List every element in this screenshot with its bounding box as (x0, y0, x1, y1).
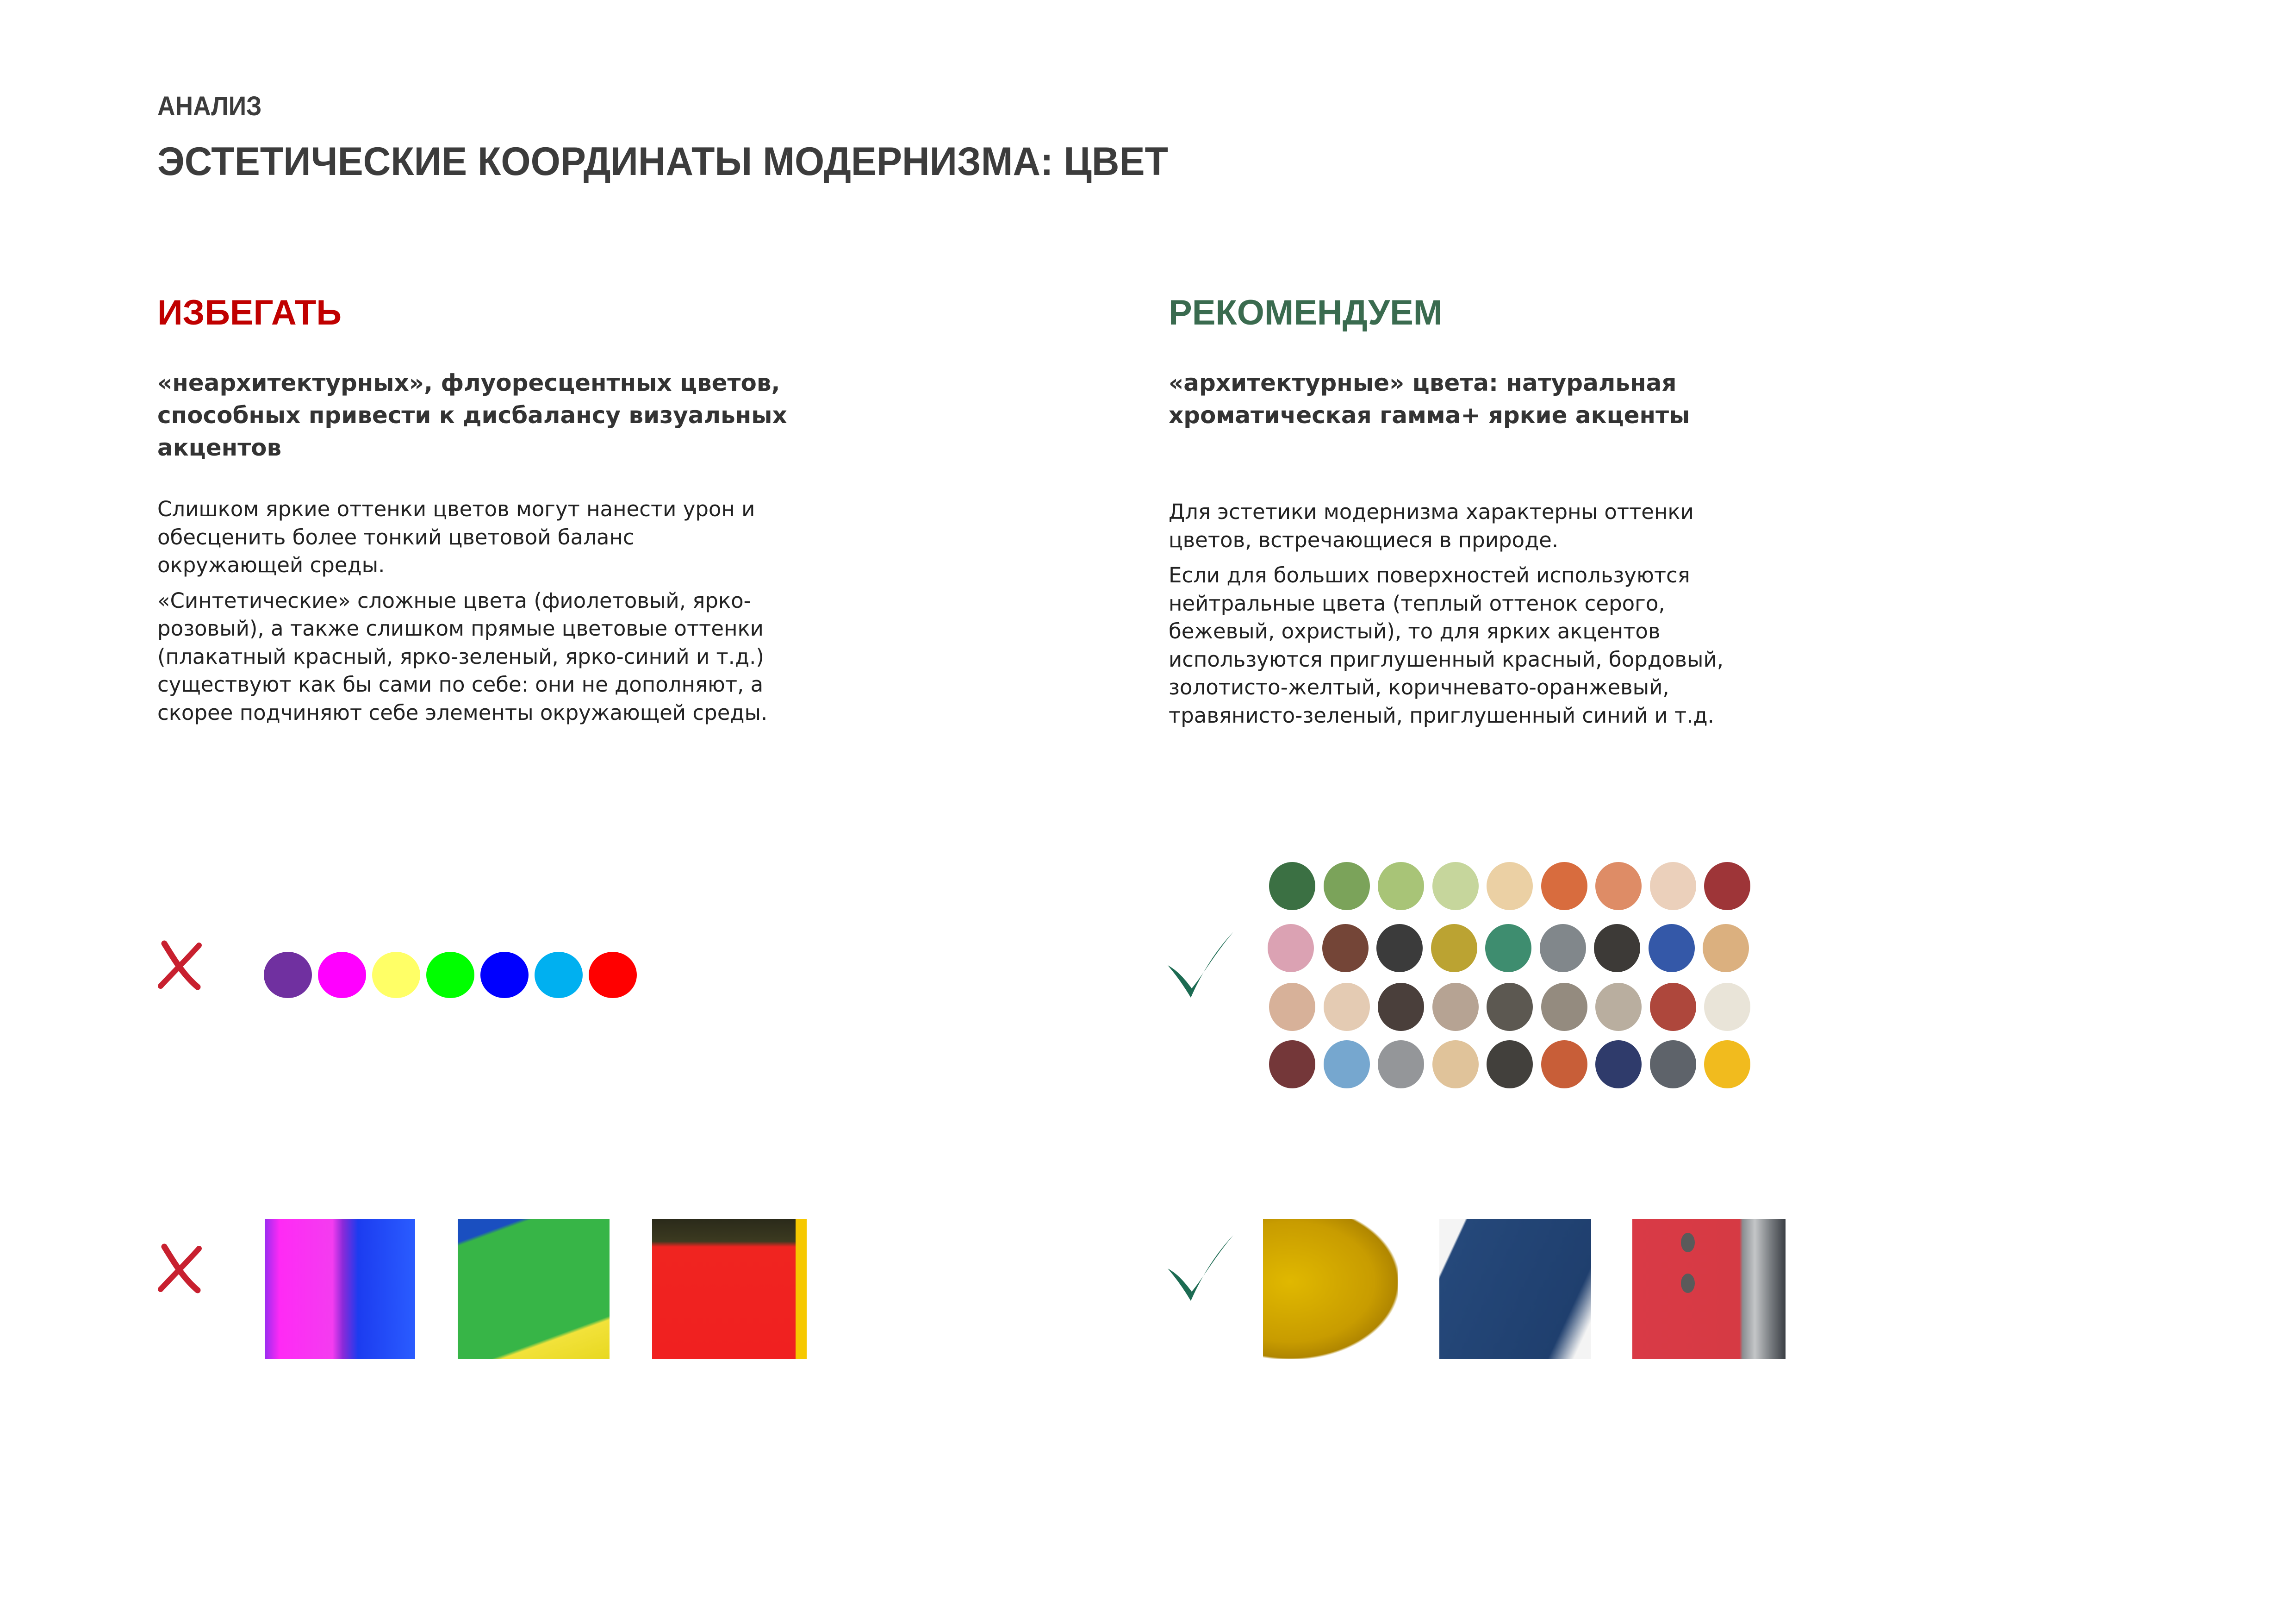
avoid-color-swatch (372, 952, 420, 998)
recommend-body (1169, 498, 1793, 737)
cross-icon (155, 940, 206, 991)
check-icon (1164, 1231, 1238, 1305)
avoid-color-swatch (426, 952, 474, 998)
section-kicker: АНАЛИЗ (157, 91, 262, 121)
recommend-color-swatch (1269, 983, 1315, 1031)
recommend-color-swatch (1487, 983, 1533, 1031)
recommend-color-swatch (1487, 862, 1533, 910)
recommend-paragraph: Если для больших поверхностей используются нейтральные цвета (теплый оттенок серого, бежевый, охристый), то для ярких акцентов используются приглушенный красный, бордовый, золотисто-желтый, коричневато-оранжевый, травянисто-зеленый, приглушенный синий и т.д. (1169, 563, 1724, 728)
recommend-color-swatch (1324, 862, 1370, 910)
recommend-color-swatch (1595, 983, 1642, 1031)
recommend-color-swatch (1324, 1040, 1370, 1088)
avoid-paragraph: Слишком яркие оттенки цветов могут нанести урон и обесценить более тонкий цветовой баланс окружающей среды. (157, 497, 755, 577)
cross-icon (155, 1243, 206, 1294)
recommend-color-swatch (1378, 983, 1424, 1031)
recommend-color-swatch (1269, 1040, 1315, 1088)
recommend-color-swatch (1649, 924, 1695, 972)
avoid-paragraph: «Синтетические» сложные цвета (фиолетовый, ярко-розовый), а также слишком прямые цветовые оттенки (плакатный красный, ярко-зеленый, ярко-синий и т.д.) существуют как бы сами по себе: они не дополняют, а скорее подчиняют себе элементы окружающей среды. (157, 588, 768, 725)
recommend-color-swatch (1703, 924, 1749, 972)
recommend-color-swatch (1432, 1040, 1479, 1088)
recommend-color-swatch (1650, 1040, 1696, 1088)
recommend-color-swatch (1704, 862, 1750, 910)
avoid-color-swatch (535, 952, 583, 998)
page-title: ЭСТЕТИЧЕСКИЕ КООРДИНАТЫ МОДЕРНИЗМА: ЦВЕТ (157, 139, 1168, 184)
photo-yellow-plastic-bowl (1263, 1219, 1398, 1359)
avoid-color-swatch (318, 952, 366, 998)
recommend-color-swatch (1487, 1040, 1533, 1088)
avoid-lead: «неархитектурных», флуоресцентных цветов, способных привести к дисбалансу визуальных акцентов (157, 369, 787, 461)
avoid-color-swatch (264, 952, 312, 998)
recommend-color-swatch (1376, 924, 1423, 972)
check-icon (1164, 928, 1238, 1002)
recommend-color-swatch (1324, 983, 1370, 1031)
recommend-color-swatch (1650, 862, 1696, 910)
recommend-color-swatch (1594, 924, 1640, 972)
recommend-color-swatch (1269, 862, 1315, 910)
recommend-paragraph: Для эстетики модернизма характерны оттенки цветов, встречающиеся в природе. (1169, 500, 1694, 552)
recommend-color-swatch (1485, 924, 1531, 972)
photo-red-yellow-panel (652, 1219, 807, 1359)
avoid-color-swatch (589, 952, 637, 998)
recommend-color-swatch (1431, 924, 1477, 972)
recommend-color-swatch (1704, 1040, 1750, 1088)
avoid-color-swatch (480, 952, 529, 998)
recommend-color-swatch (1540, 924, 1586, 972)
recommend-color-swatch (1541, 1040, 1587, 1088)
recommend-color-swatch (1595, 862, 1642, 910)
avoid-heading: ИЗБЕГАТЬ (157, 293, 342, 332)
recommend-color-swatch (1650, 983, 1696, 1031)
recommend-heading: РЕКОМЕНДУЕМ (1169, 293, 1443, 332)
recommend-color-swatch (1595, 1040, 1642, 1088)
recommend-color-swatch (1541, 983, 1587, 1031)
avoid-body (157, 495, 782, 734)
photo-navy-textured-panel (1439, 1219, 1591, 1359)
recommend-color-swatch (1432, 862, 1479, 910)
recommend-color-swatch (1378, 1040, 1424, 1088)
photo-purple-pink-blue-plastic (265, 1219, 415, 1359)
recommend-color-swatch (1704, 983, 1750, 1031)
recommend-color-swatch (1432, 983, 1479, 1031)
recommend-color-swatch (1322, 924, 1369, 972)
photo-green-yellow-blue-panel (458, 1219, 610, 1359)
recommend-color-swatch (1378, 862, 1424, 910)
recommend-lead: «архитектурные» цвета: натуральная хроматическая гамма+ яркие акценты (1169, 369, 1690, 429)
photo-red-panel-metal-post (1632, 1219, 1786, 1359)
recommend-color-swatch (1268, 924, 1314, 972)
recommend-color-swatch (1541, 862, 1587, 910)
